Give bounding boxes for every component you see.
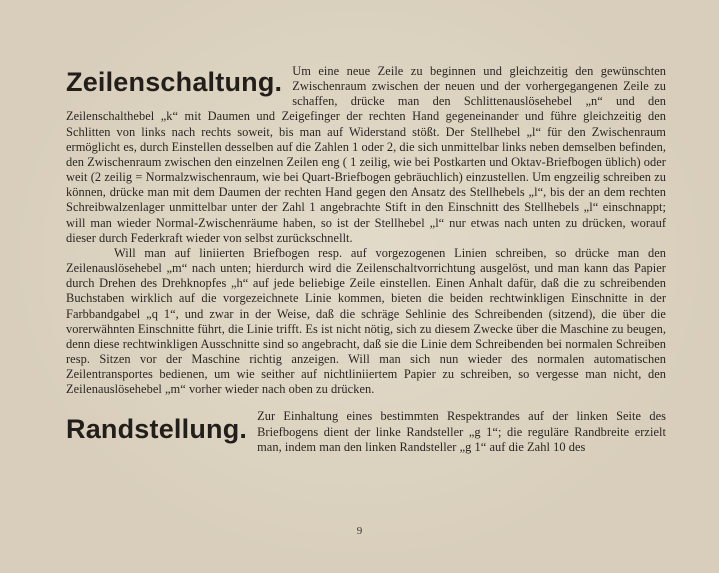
paragraph-zeilenschaltung-1: Um eine neue Zeile zu beginnen und gleichzeitig den gewünschten Zwischenraum zwischen der neuen und der vorhergegangenen Zeile zu schaffen, drücke man den Schlittenauslösehebel „n“ und den Zeilenschalthebel „k“ mit Daumen und Zeigefinger der rechten Hand gegeneinander und führe gleichzeitig den Schlitten von links nach rechts soweit, bis man auf Widerstand stößt. Der Stellhebel „l“ für den Zwischenraum ermöglicht es, durch Einstellen desselben auf die Zahlen 1 oder 2, die sich unmittelbar links neben demselben befinden, den Zwischenraum zwischen den einzelnen Zeilen eng ( 1 zeilig, wie bei Postkarten und Oktav-Briefbogen üblich) oder weit (2 zeilig = Normalzwischenraum, wie bei Quart-Briefbogen gebräuchlich) einzustellen. Um engzeilig schreiben zu können, drücke man mit dem Daumen der rechten Hand gegen den Ansatz des Stellhebels „l“, bis der an dem rechten Schreibwalzenlager unmittelbar unter der Zahl 1 angebrachte Stift in den Einschnitt des Stellhebels „l“ einschnappt; will man wieder Normal-Zwischenräume haben, so ist der Stellhebel „l“ nur etwas nach unten zu drücken, worauf dieser durch Federkraft wieder von selbst zurückschnellt. <box>66 64 666 245</box>
section-randstellung <box>66 409 666 454</box>
section-zeilenschaltung <box>66 64 666 397</box>
section-heading-zeilenschaltung: Zeilenschaltung. <box>66 67 283 97</box>
section-heading-randstellung: Randstellung. <box>66 414 248 445</box>
page-text <box>66 64 666 455</box>
paragraph-randstellung-1: Zur Einhaltung eines bestimmten Respektrandes auf der linken Seite des Briefbogens dient der linke Randsteller „g 1“; die reguläre Randbreite erzielt man, indem man den linken Randsteller „g 1“ auf die Zahl 10 des <box>257 409 666 454</box>
paragraph-zeilenschaltung-2: Will man auf liniierten Briefbogen resp. auf vorgezogenen Linien schreiben, so drücke man den Zeilenauslösehebel „m“ nach unten; hierdurch wird die Zeilenschaltvorrichtung ausgelöst, und man kann das Papier durch Drehen des Drehknopfes „h“ auf jede beliebige Zeile einstellen. Einen Anhalt dafür, daß die zu schreibenden Buchstaben wirklich auf die vorgezeichnete Linie kommen, bieten die beiden rechtwinkligen Einschnitte in der Farbbandgabel „q 1“, und zwar in der Weise, daß die schräge Sehlinie des Schreibenden (sitzend), die über die vorerwähnten Einschnitte führt, die Linie trifft. Es ist nicht nötig, sich zu diesem Zwecke über die Maschine zu beugen, denn diese rechtwinkligen Ausschnitte sind so angebracht, daß sie die Linie dem Schreibenden bei normalen Schreiben resp. Sitzen vor der Maschine richtig anzeigen. Will man sich nun wieder des normalen automatischen Zeilentransportes bedienen, um wie seither auf nichtliniiertem Papier zu schreiben, so vergesse man nicht, den Zeilenauslösehebel „m“ vorher wieder nach oben zu drücken. <box>66 245 666 397</box>
page-number: 9 <box>356 525 363 537</box>
